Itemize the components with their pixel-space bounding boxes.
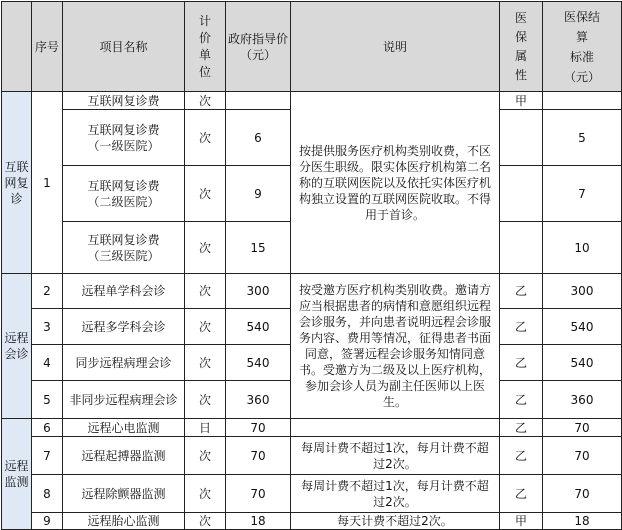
unit-cell: 次 [185, 437, 226, 475]
table-row [2, 475, 622, 513]
item-name: 互联网复诊费 （一级医院） [63, 110, 185, 166]
standard-cell [543, 92, 622, 110]
fee-table-wrapper [1, 1, 622, 530]
item-name: 远程多学科会诊 [63, 309, 185, 345]
price-cell: 9 [226, 166, 291, 222]
standard-cell: 540 [543, 309, 622, 345]
coverage-cell: 乙 [500, 437, 543, 475]
header-seq: 序号 [32, 2, 63, 92]
table-row [2, 437, 622, 475]
item-name: 非同步远程病理会诊 [63, 381, 185, 419]
unit-cell: 次 [185, 345, 226, 381]
coverage-cell: 乙 [500, 419, 543, 437]
item-name: 互联网复诊费 （二级医院） [63, 166, 185, 222]
header-gov-price: 政府指导价 （元） [226, 2, 291, 92]
group-label-remote-consultation: 远程 会诊 [2, 274, 32, 419]
coverage-cell [500, 166, 543, 222]
standard-cell: 7 [543, 166, 622, 222]
seq-cell: 7 [32, 437, 63, 475]
unit-cell: 次 [185, 166, 226, 222]
price-cell: 70 [226, 437, 291, 475]
standard-cell: 300 [543, 274, 622, 309]
description-cell: 每周计费不超过1次，每月计费不超 过2次。 [291, 437, 500, 475]
seq-cell: 9 [32, 513, 63, 530]
coverage-cell: 甲 [500, 513, 543, 530]
seq-cell: 1 [32, 92, 63, 274]
fee-table [1, 1, 622, 530]
standard-cell: 18 [543, 513, 622, 530]
description-cell: 按受邀方医疗机构类别收费。邀请方 应当根据患者的病情和意愿组织远程 会诊服务，并向患者说明远程会诊服 务内容、费用等情况，征得患者书面 同意，签署远程会诊服务知情同意 书。受邀方为二级及以上医疗机构， 参加会诊人员为副主任医师以上医 生。 [291, 274, 500, 419]
standard-cell: 70 [543, 437, 622, 475]
item-name: 互联网复诊费 [63, 92, 185, 110]
unit-cell: 次 [185, 222, 226, 274]
table-row [2, 274, 622, 309]
unit-cell: 次 [185, 274, 226, 309]
coverage-cell: 乙 [500, 274, 543, 309]
header-corner [2, 2, 32, 92]
header-desc: 说明 [291, 2, 500, 92]
item-name: 同步远程病理会诊 [63, 345, 185, 381]
coverage-cell: 甲 [500, 92, 543, 110]
header-name: 项目名称 [63, 2, 185, 92]
price-cell: 6 [226, 110, 291, 166]
header-standard: 医保结 算 标准 （元） [543, 2, 622, 92]
price-cell: 540 [226, 309, 291, 345]
standard-cell: 5 [543, 110, 622, 166]
unit-cell: 次 [185, 381, 226, 419]
price-cell: 18 [226, 513, 291, 530]
standard-cell: 70 [543, 419, 622, 437]
price-cell: 300 [226, 274, 291, 309]
seq-cell: 8 [32, 475, 63, 513]
group-label-online-revisit: 互联 网复 诊 [2, 92, 32, 274]
coverage-cell: 乙 [500, 475, 543, 513]
unit-cell: 次 [185, 110, 226, 166]
price-cell: 540 [226, 345, 291, 381]
table-row [2, 419, 622, 437]
price-cell: 15 [226, 222, 291, 274]
unit-cell: 次 [185, 92, 226, 110]
coverage-cell: 乙 [500, 345, 543, 381]
standard-cell: 70 [543, 475, 622, 513]
seq-cell: 2 [32, 274, 63, 309]
coverage-cell: 乙 [500, 309, 543, 345]
standard-cell: 10 [543, 222, 622, 274]
table-row [2, 92, 622, 110]
header-row [2, 2, 622, 92]
unit-cell: 次 [185, 309, 226, 345]
item-name: 远程除颤器监测 [63, 475, 185, 513]
coverage-cell [500, 110, 543, 166]
standard-cell: 540 [543, 345, 622, 381]
price-cell [226, 92, 291, 110]
unit-cell: 次 [185, 513, 226, 530]
price-cell: 70 [226, 419, 291, 437]
table-row [2, 513, 622, 530]
coverage-cell [500, 222, 543, 274]
seq-cell: 4 [32, 345, 63, 381]
header-unit: 计 价 单 位 [185, 2, 226, 92]
seq-cell: 3 [32, 309, 63, 345]
seq-cell: 6 [32, 419, 63, 437]
unit-cell: 日 [185, 419, 226, 437]
description-cell: 每天计费不超过2次。 [291, 513, 500, 530]
item-name: 远程单学科会诊 [63, 274, 185, 309]
price-cell: 70 [226, 475, 291, 513]
description-cell: 每周计费不超过1次，每月计费不超 过2次。 [291, 475, 500, 513]
description-cell [291, 419, 500, 437]
description-cell: 按提供服务医疗机构类别收费，不区 分医生职级。限实体医疗机构第二名 称的互联网医院以及依托实体医疗机 构独立设置的互联网医院收取。不得 用于首诊。 [291, 92, 500, 274]
unit-cell: 次 [185, 475, 226, 513]
item-name: 互联网复诊费 （三级医院） [63, 222, 185, 274]
group-label-remote-monitoring: 远程 监测 [2, 419, 32, 530]
item-name: 远程心电监测 [63, 419, 185, 437]
standard-cell: 360 [543, 381, 622, 419]
item-name: 远程胎心监测 [63, 513, 185, 530]
header-coverage: 医 保 属 性 [500, 2, 543, 92]
item-name: 远程起搏器监测 [63, 437, 185, 475]
coverage-cell: 乙 [500, 381, 543, 419]
seq-cell: 5 [32, 381, 63, 419]
price-cell: 360 [226, 381, 291, 419]
